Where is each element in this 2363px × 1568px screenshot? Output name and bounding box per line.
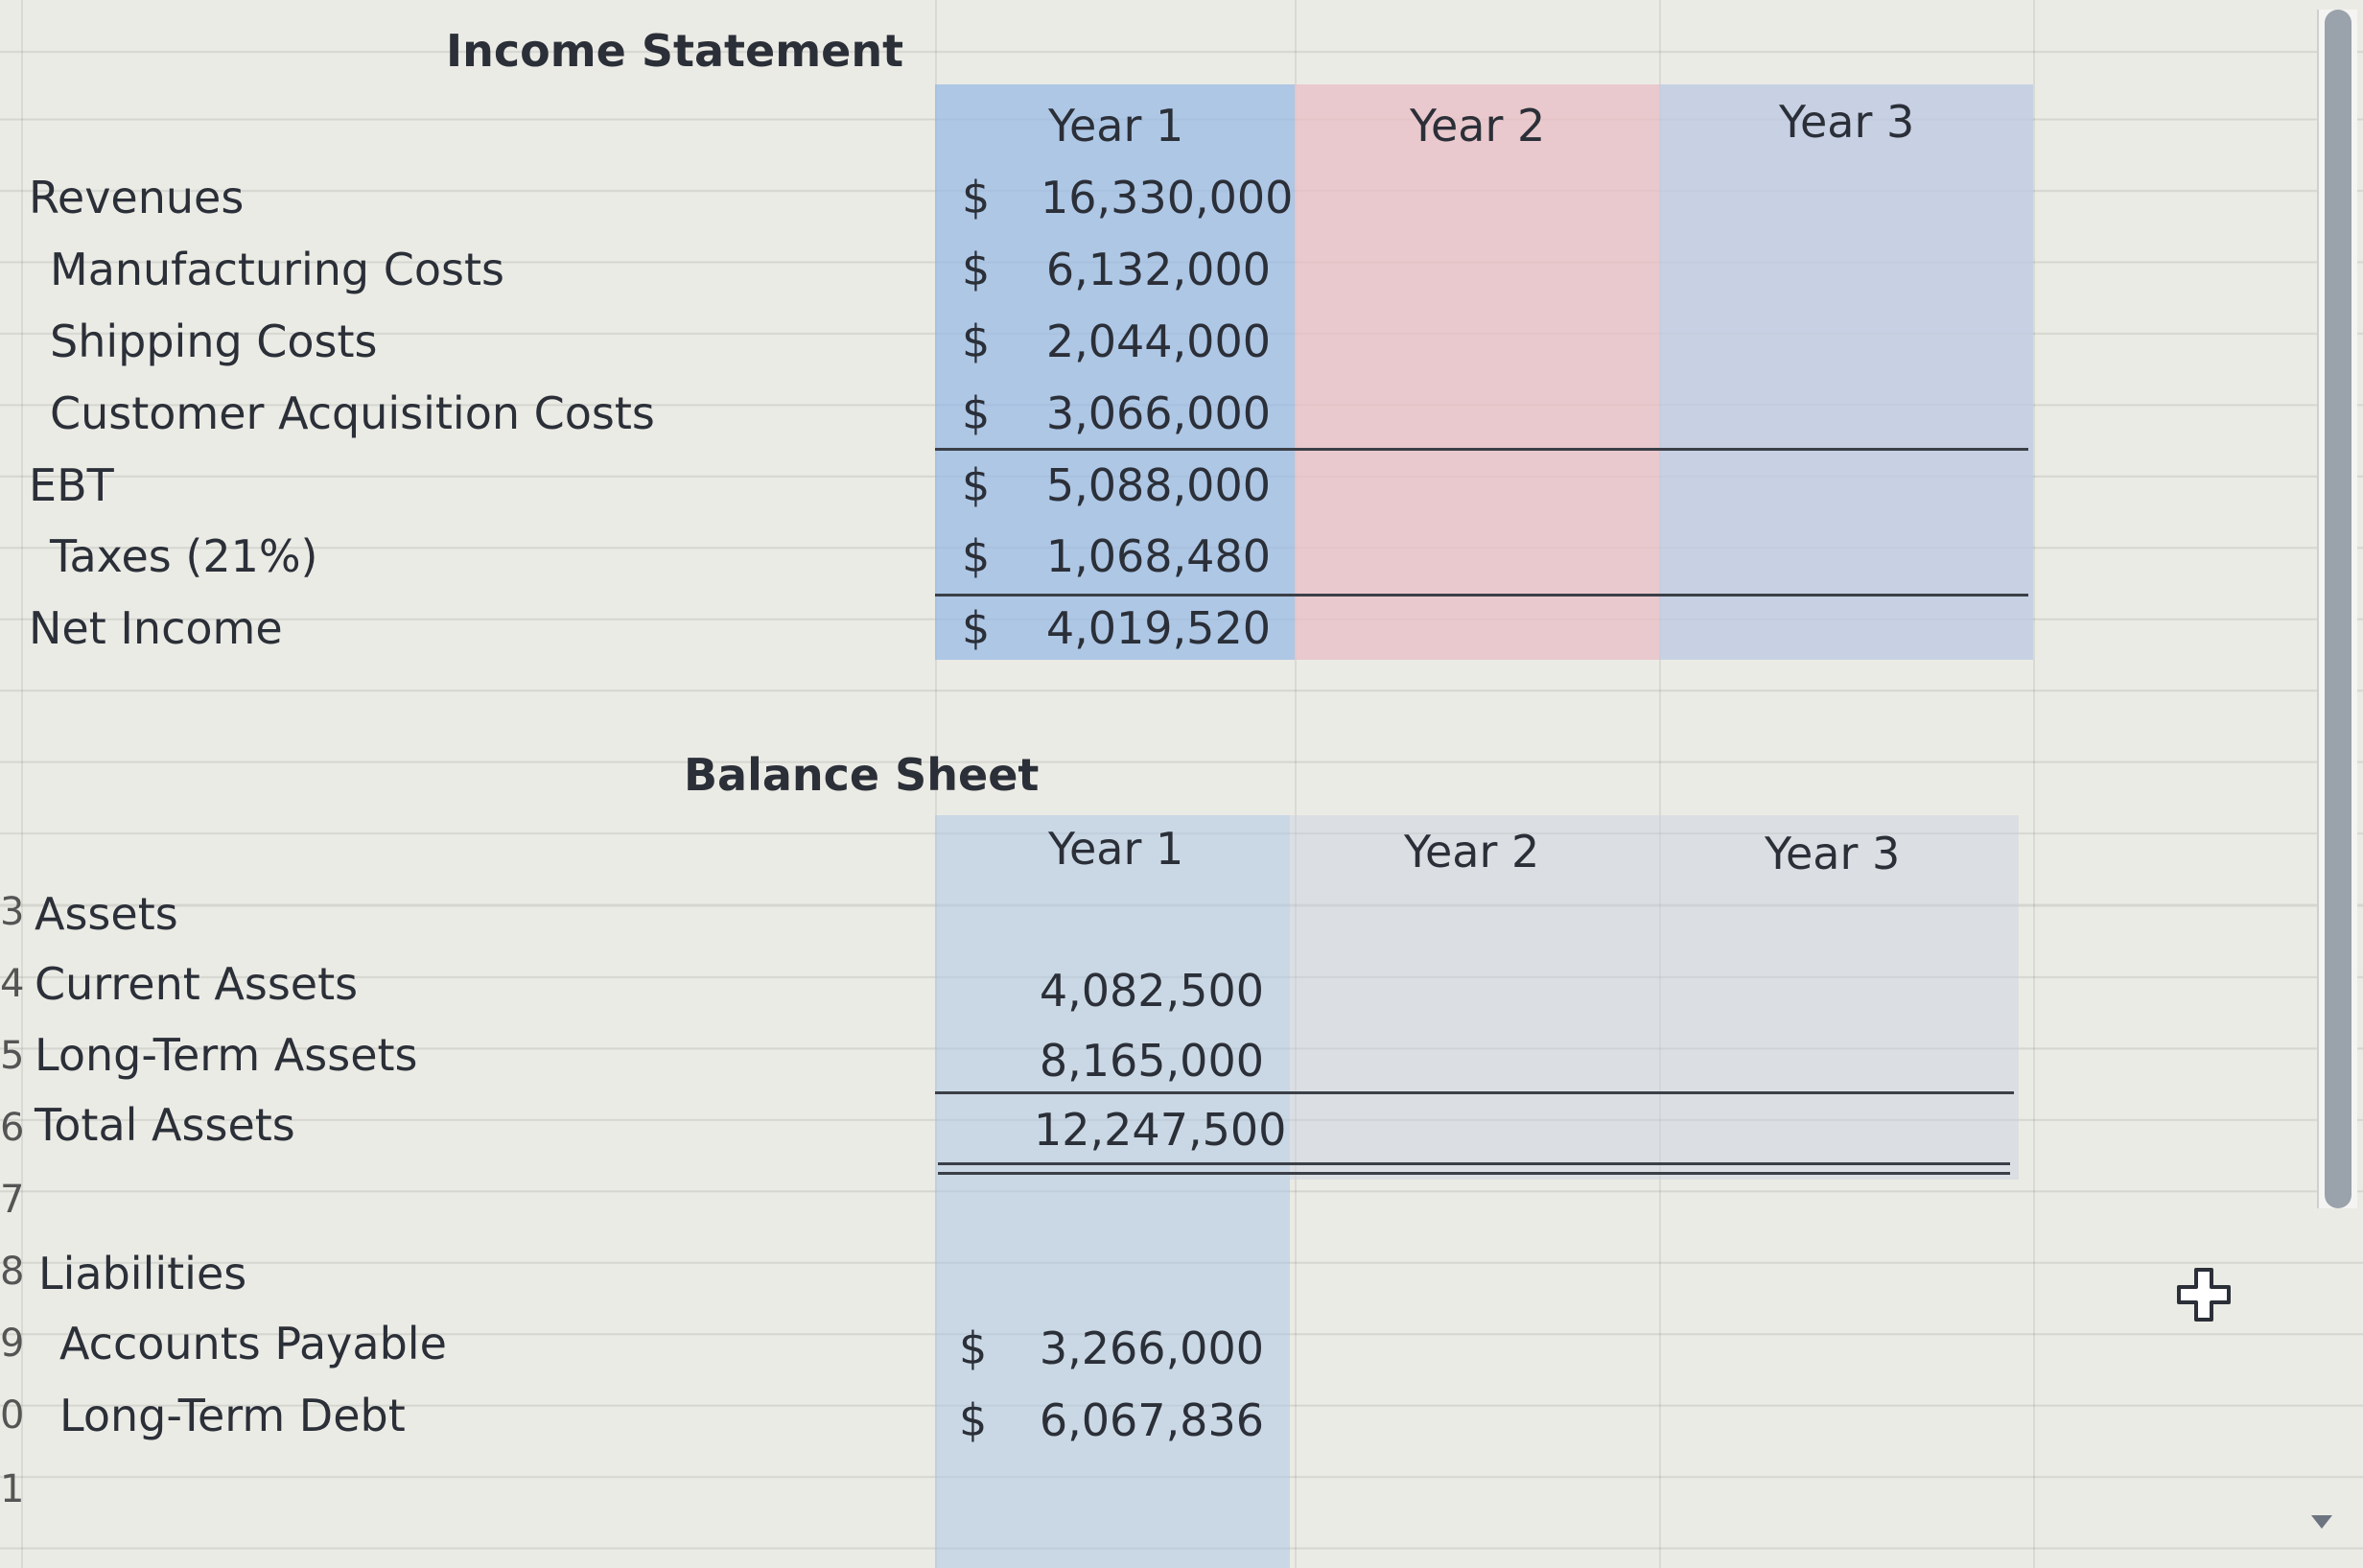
balance-year1-band [935, 815, 1290, 1568]
currency-symbol: $ [962, 387, 991, 439]
row-number[interactable]: 6 [0, 1106, 25, 1150]
row-label-liabilities[interactable]: Liabilities [38, 1248, 247, 1299]
cell-shipping-costs-year1[interactable]: 2,044,000 [1045, 316, 1271, 367]
row-label-accounts-payable[interactable]: Accounts Payable [59, 1318, 447, 1369]
scrollbar-thumb[interactable] [2325, 10, 2351, 1208]
cell-cursor-icon [2175, 1266, 2233, 1323]
currency-symbol: $ [962, 602, 991, 654]
row-label-shipping-costs[interactable]: Shipping Costs [50, 316, 378, 367]
row-label-customer-acquisition-costs[interactable]: Customer Acquisition Costs [50, 387, 655, 439]
row-label-net-income[interactable]: Net Income [29, 602, 283, 654]
row-label-current-assets[interactable]: Current Assets [35, 958, 359, 1010]
income-year2-band [1295, 84, 1659, 660]
subtotal-border [935, 594, 2028, 597]
row-label-long-term-debt[interactable]: Long-Term Debt [59, 1390, 406, 1441]
balance-header-year3: Year 3 [1765, 828, 1901, 879]
double-underline-top [938, 1162, 2010, 1165]
column-divider [2033, 0, 2035, 1568]
balance-header-year2: Year 2 [1404, 826, 1540, 878]
cell-taxes-year1[interactable]: 1,068,480 [1045, 530, 1271, 582]
balance-header-year1: Year 1 [1048, 823, 1184, 875]
currency-symbol: $ [962, 244, 991, 295]
cell-customer-acquisition-costs-year1[interactable]: 3,066,000 [1045, 387, 1271, 439]
income-header-year1: Year 1 [1048, 100, 1184, 152]
row-number[interactable]: 9 [0, 1322, 25, 1366]
row-number[interactable]: 1 [0, 1467, 25, 1511]
row-label-long-term-assets[interactable]: Long-Term Assets [35, 1029, 418, 1081]
cell-current-assets-year1[interactable]: 4,082,500 [1039, 965, 1264, 1017]
income-statement-title: Income Statement [446, 25, 904, 77]
income-header-year3: Year 3 [1779, 96, 1915, 148]
cell-revenues-year1[interactable]: 16,330,000 [1041, 172, 1294, 223]
cell-manufacturing-costs-year1[interactable]: 6,132,000 [1045, 244, 1271, 295]
income-year3-band [1659, 84, 2033, 660]
row-number[interactable]: 7 [0, 1178, 25, 1222]
row-label-assets[interactable]: Assets [35, 888, 178, 940]
cell-long-term-assets-year1[interactable]: 8,165,000 [1039, 1035, 1264, 1087]
row-number[interactable]: 5 [0, 1034, 25, 1078]
balance-sheet-title: Balance Sheet [684, 749, 1040, 801]
row-number[interactable]: 0 [0, 1393, 25, 1438]
row-number[interactable]: 8 [0, 1250, 25, 1294]
cell-total-assets-year1[interactable]: 12,247,500 [1034, 1104, 1287, 1156]
cell-accounts-payable-year1[interactable]: 3,266,000 [1039, 1322, 1264, 1374]
currency-symbol: $ [962, 459, 991, 511]
row-label-total-assets[interactable]: Total Assets [35, 1099, 295, 1151]
vertical-scrollbar[interactable] [2317, 10, 2357, 1208]
row-number[interactable]: 3 [0, 890, 25, 934]
currency-symbol: $ [962, 530, 991, 582]
cell-ebt-year1[interactable]: 5,088,000 [1045, 459, 1271, 511]
currency-symbol: $ [959, 1322, 988, 1374]
currency-symbol: $ [962, 172, 991, 223]
currency-symbol: $ [959, 1394, 988, 1446]
row-number[interactable]: 4 [0, 962, 25, 1006]
double-underline-bottom [938, 1172, 2010, 1175]
row-label-manufacturing-costs[interactable]: Manufacturing Costs [50, 244, 504, 295]
row-label-taxes[interactable]: Taxes (21%) [50, 530, 318, 582]
row-label-revenues[interactable]: Revenues [29, 172, 245, 223]
subtotal-border [935, 1091, 2014, 1094]
row-label-ebt[interactable]: EBT [29, 459, 114, 511]
scroll-down-arrow-icon[interactable] [2311, 1515, 2332, 1529]
currency-symbol: $ [962, 316, 991, 367]
income-header-year2: Year 2 [1410, 100, 1546, 152]
cell-long-term-debt-year1[interactable]: 6,067,836 [1039, 1394, 1264, 1446]
cell-net-income-year1[interactable]: 4,019,520 [1045, 602, 1271, 654]
subtotal-border [935, 448, 2028, 451]
